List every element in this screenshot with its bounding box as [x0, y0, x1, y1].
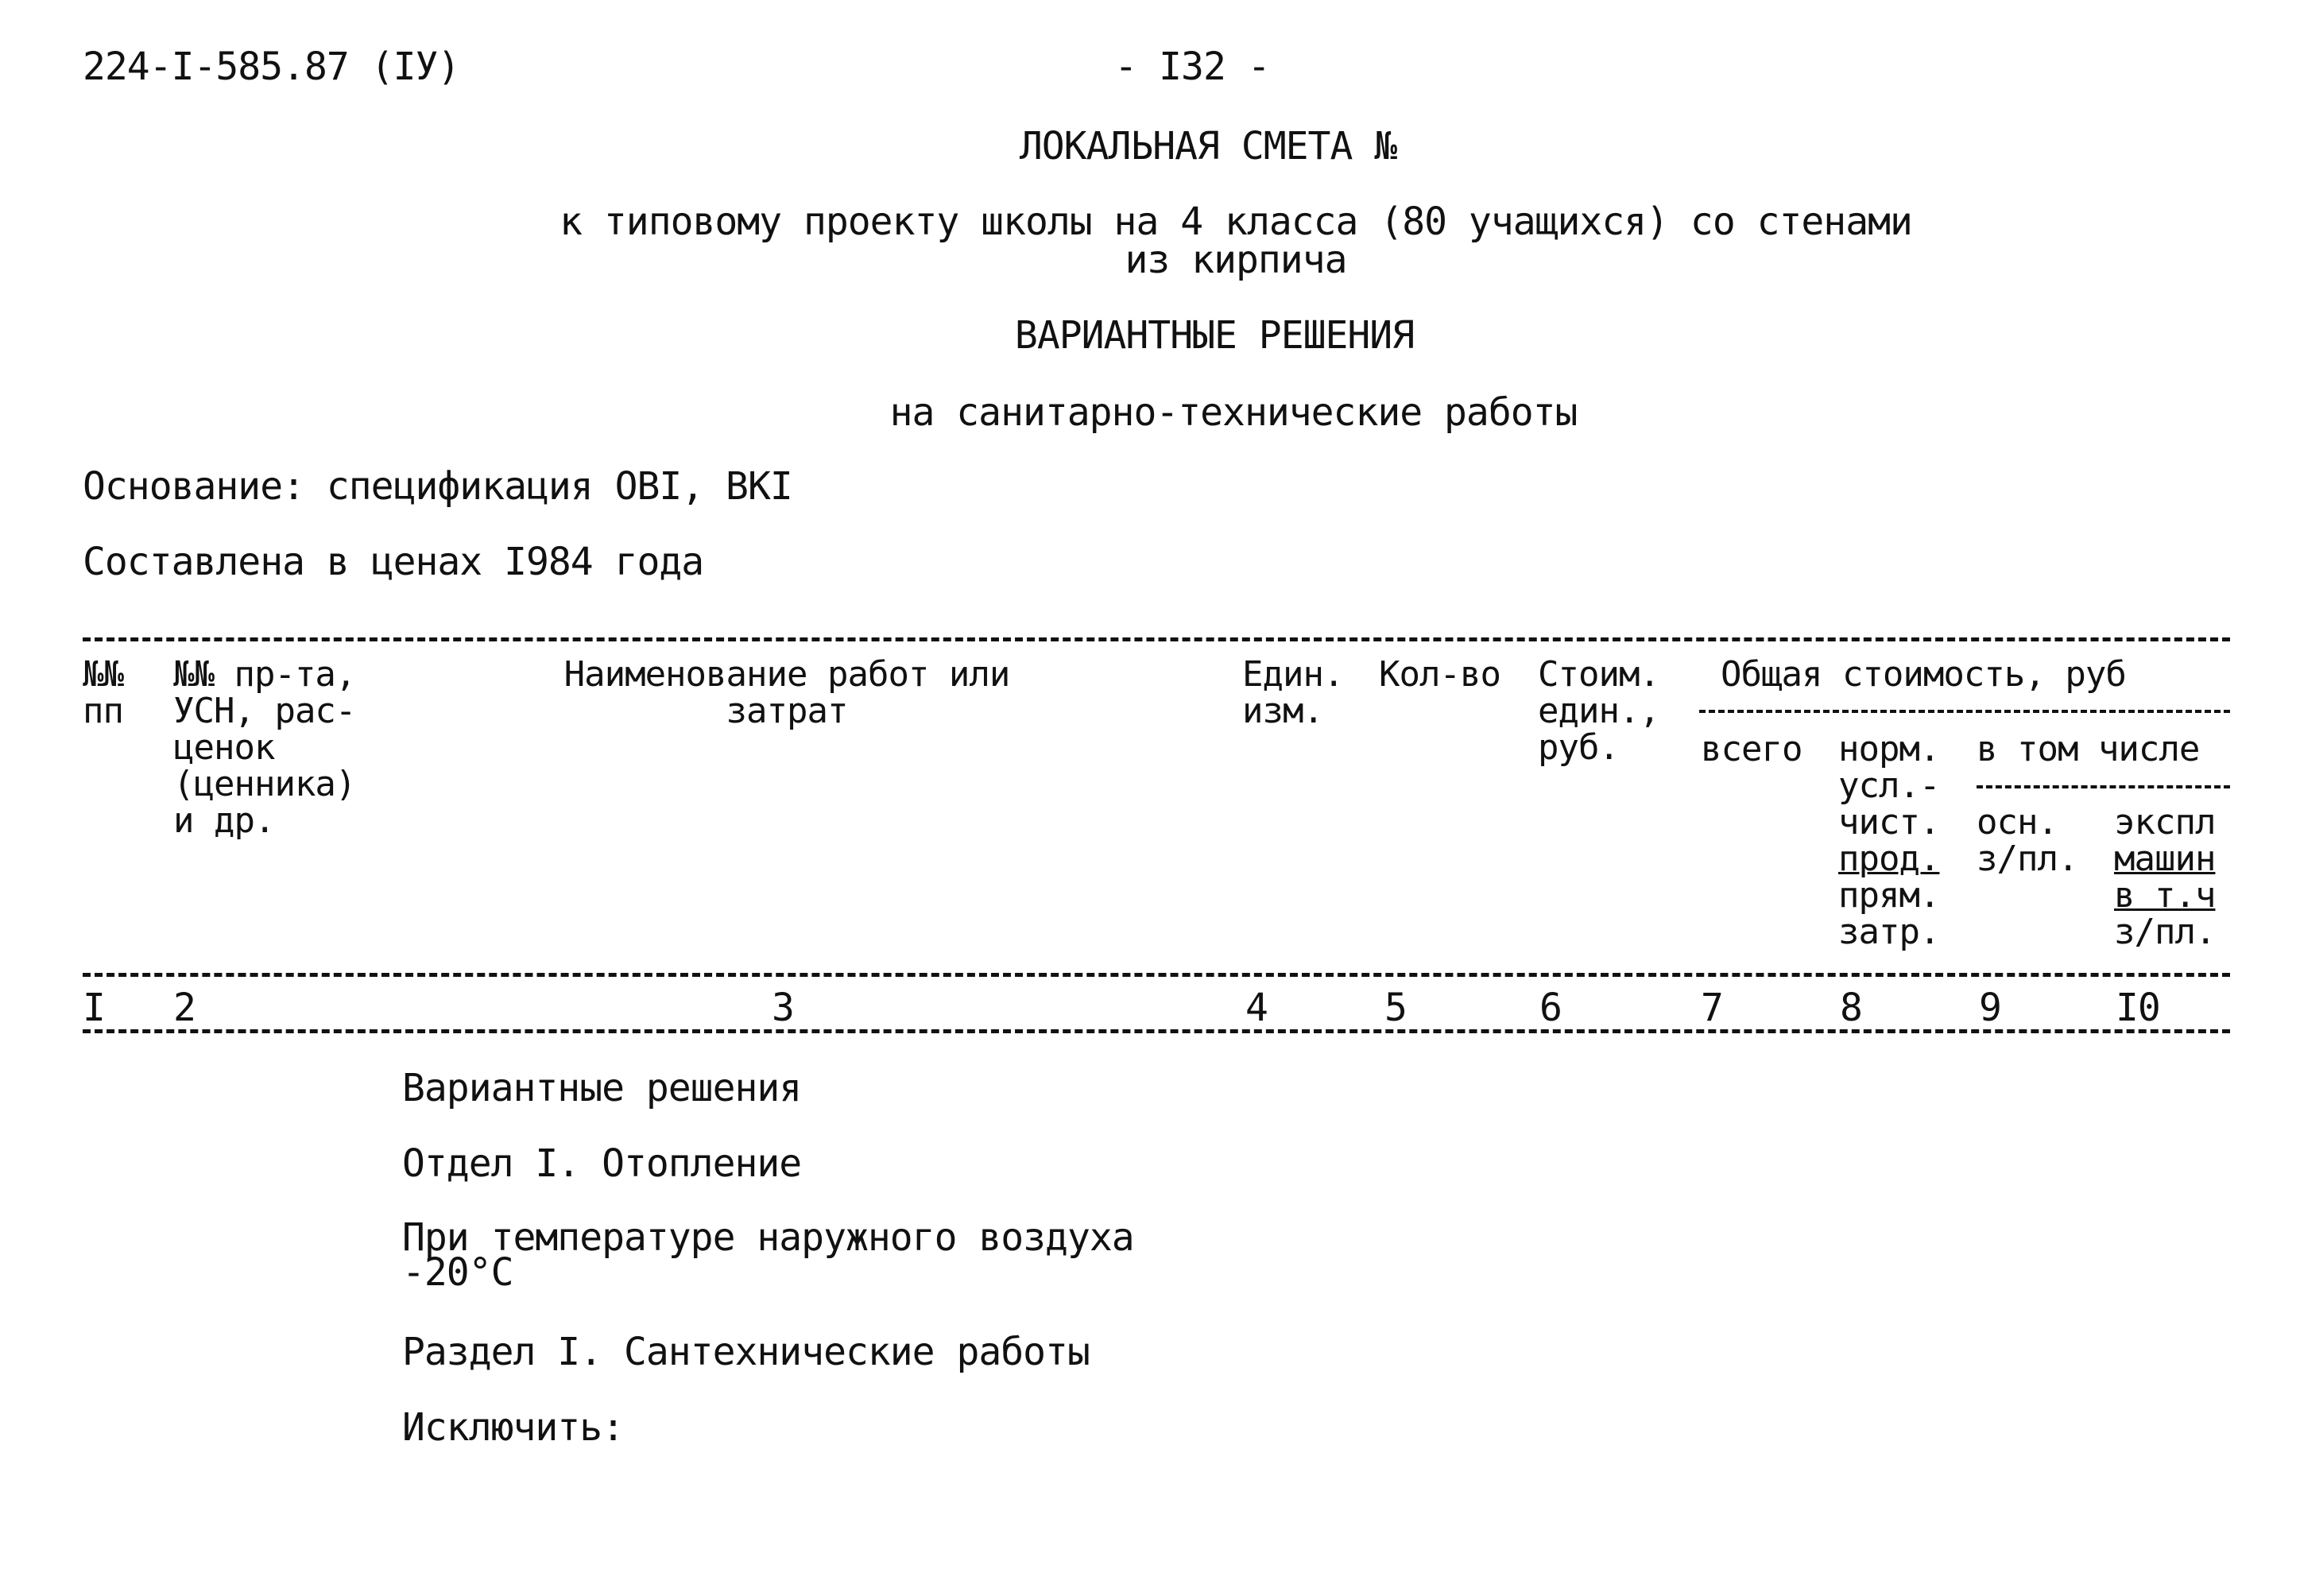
project-description-cont: из кирпича: [1125, 238, 1347, 282]
column-number-9: 9: [1979, 986, 2001, 1030]
section-heating-department: Отдел I. Отопление: [402, 1141, 802, 1186]
basis-line: Основание: спецификация ОВI, ВКI: [83, 464, 792, 509]
document-code: 224-I-585.87 (IУ): [83, 45, 460, 89]
header-total-cost-group: Общая стоимость, руб: [1721, 654, 2126, 695]
header-direct-costs-c: прям. затр.: [1838, 875, 1940, 952]
variant-solutions-title: ВАРИАНТНЫЕ РЕШЕНИЯ: [1014, 313, 1415, 358]
total-cost-group-rule: [1699, 710, 2230, 713]
project-description: к типовому проекту школы на 4 класса (80 учащихся) со стенами: [560, 200, 1912, 244]
section-exclude: Исключить:: [402, 1405, 624, 1450]
page-number: - I32 -: [1114, 45, 1270, 89]
including-group-rule: [1977, 785, 2230, 788]
section-plumbing-works: Раздел I. Сантехнические работы: [402, 1330, 1090, 1374]
estimate-title: ЛОКАЛЬНАЯ СМЕТА №: [1019, 124, 1397, 169]
price-base-line: Составлена в ценах I984 года: [83, 540, 704, 584]
header-work-name: Наименование работ или затрат: [563, 654, 1010, 731]
column-number-7: 7: [1701, 986, 1723, 1030]
header-machine-op-b: машин: [2114, 839, 2216, 879]
header-including-group: в том числе: [1977, 729, 2200, 769]
column-number-10: I0: [2116, 986, 2160, 1030]
column-number-8: 8: [1840, 986, 1862, 1030]
header-project-ref: №№ пр-та, УСН, рас- ценок (ценника) и др.: [173, 654, 356, 841]
header-quantity: Кол-во: [1379, 654, 1500, 695]
header-unit-cost: Стоим. един., руб.: [1538, 654, 1659, 768]
header-unit: Един. изм.: [1242, 654, 1344, 731]
works-subtitle: на санитарно-технические работы: [889, 390, 1578, 435]
column-numbers-rule: [83, 1029, 2230, 1033]
header-base-wages: осн. з/пл.: [1977, 802, 2078, 879]
header-direct-costs-b: прод.: [1838, 839, 1940, 879]
header-total: всего: [1701, 729, 1802, 769]
column-number-3: 3: [772, 986, 794, 1030]
column-number-2: 2: [173, 986, 196, 1030]
table-top-rule: [83, 637, 2230, 641]
column-number-5: 5: [1384, 986, 1407, 1030]
header-machine-op-c: в т.ч: [2114, 875, 2216, 916]
header-bottom-rule: [83, 973, 2230, 977]
header-machine-op-d: з/пл.: [2114, 912, 2216, 952]
header-row-number: №№ пп: [83, 654, 123, 731]
header-machine-op-a: экспл: [2114, 802, 2216, 843]
section-variant-solutions: Вариантные решения: [402, 1066, 802, 1110]
column-number-6: 6: [1539, 986, 1562, 1030]
column-number-4: 4: [1245, 986, 1268, 1030]
header-direct-costs-a: норм. усл.- чист.: [1838, 729, 1940, 843]
column-number-1: I: [83, 986, 105, 1030]
section-temperature-condition: При температуре наружного воздуха -20°С: [402, 1215, 1134, 1295]
